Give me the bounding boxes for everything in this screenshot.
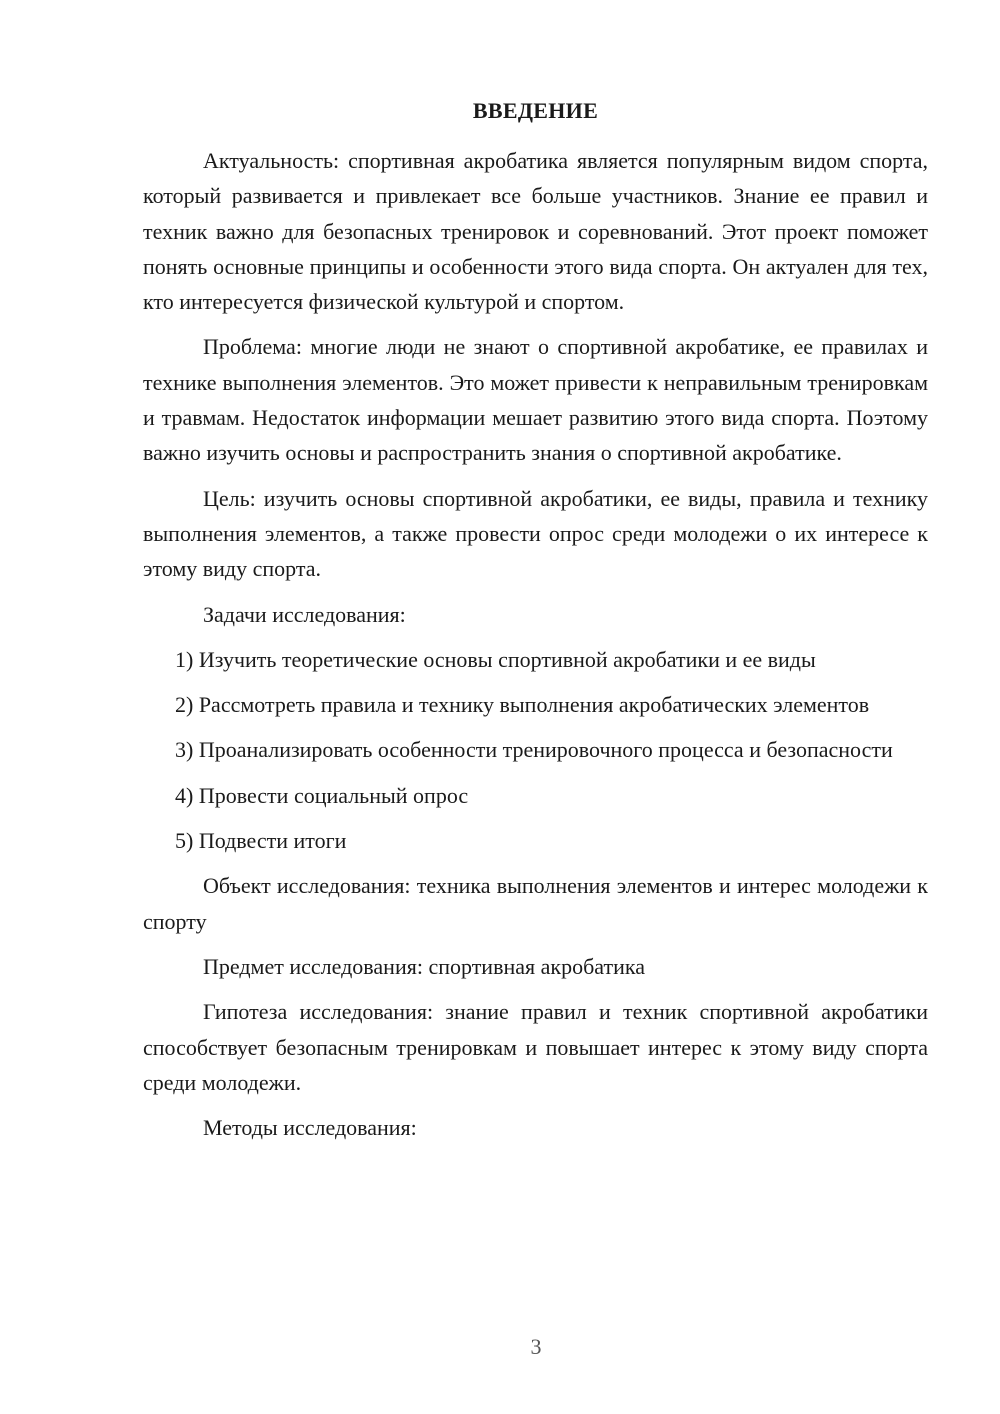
paragraph-hypothesis: Гипотеза исследования: знание правил и техник спортивной акробатики способствует безопасным тренировкам и повышает интерес к этому виду спорта среди молодежи. bbox=[143, 999, 928, 1095]
task-item: 2) Рассмотреть правила и технику выполнения акробатических элементов bbox=[175, 692, 870, 718]
paragraph-problem: Проблема: многие люди не знают о спортивной акробатике, ее правилах и технике выполнения элементов. Это может привести к неправильным тренировкам и травмам. Недостаток информации мешает развитию этого вида спорта. Поэтому важно изучить основы и распространить знания о спортивной акробатике. bbox=[143, 334, 928, 466]
paragraph-object: Объект исследования: техника выполнения элементов и интерес молодежи к спорту bbox=[143, 873, 928, 934]
tasks-heading: Задачи исследования: bbox=[203, 601, 406, 627]
paragraph-goal: Цель: изучить основы спортивной акробатики, ее виды, правила и технику выполнения элементов, а также провести опрос среди молодежи о их интересе к этому виду спорта. bbox=[143, 485, 928, 582]
document-body bbox=[143, 143, 928, 1155]
paragraph-methods: Методы исследования: bbox=[203, 1115, 417, 1141]
task-item: 1) Изучить теоретические основы спортивной акробатики и ее виды bbox=[175, 646, 816, 672]
task-item: 3) Проанализировать особенности тренировочного процесса и безопасности bbox=[175, 737, 893, 763]
page-number: 3 bbox=[530, 1334, 542, 1359]
task-item: 4) Провести социальный опрос bbox=[175, 782, 469, 808]
paragraph-subject: Предмет исследования: спортивная акробатика bbox=[203, 953, 645, 979]
paragraph-relevance: Актуальность: спортивная акробатика является популярным видом спорта, который развивается и привлекает все больше участников. Знание ее правил и техник важно для безопасных тренировок и соревнований. Этот проект поможет понять основные принципы и особенности этого вида спорта. Он актуален для тех, кто интересуется физической культурой и спортом. bbox=[143, 148, 928, 315]
task-item: 5) Подвести итоги bbox=[175, 828, 347, 854]
page-title: ВВЕДЕНИЕ bbox=[472, 98, 599, 123]
